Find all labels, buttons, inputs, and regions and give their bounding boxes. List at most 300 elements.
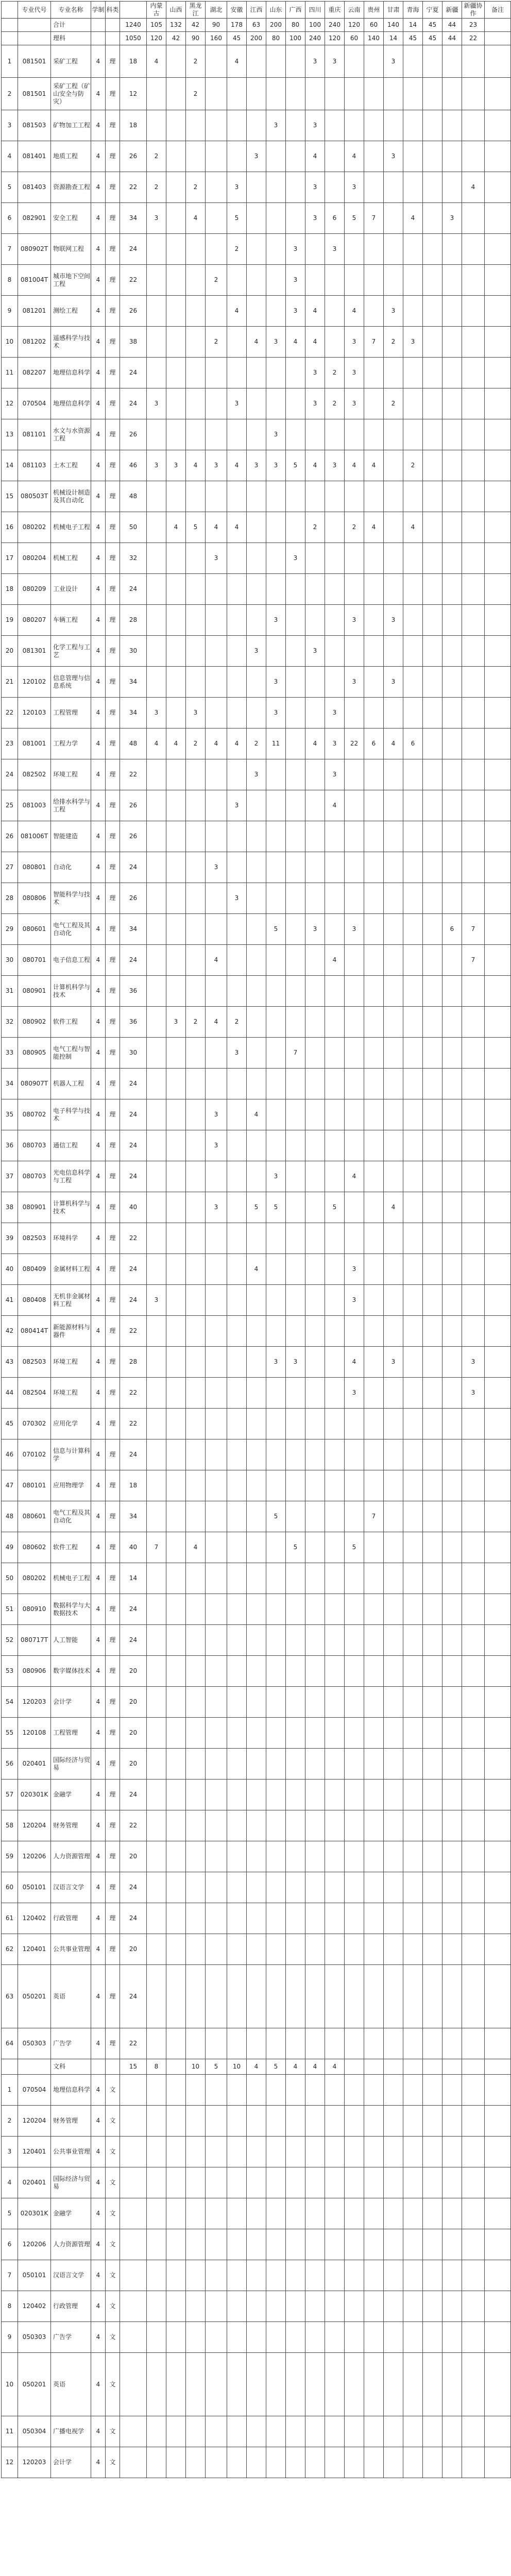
column-header: 江西 xyxy=(247,2,266,19)
major-code: 082207 xyxy=(18,358,51,388)
quota-cell: 14 xyxy=(120,1563,147,1594)
quota-cell xyxy=(247,1409,266,1439)
quota-cell xyxy=(325,976,345,1007)
quota-cell xyxy=(166,543,186,574)
quota-cell xyxy=(384,2106,403,2137)
row-number: 63 xyxy=(2,1965,18,2028)
quota-cell xyxy=(325,1532,345,1563)
major-code: 081503 xyxy=(18,110,51,141)
quota-cell: 3 xyxy=(384,296,403,327)
quota-cell xyxy=(384,1563,403,1594)
major-name: 会计学 xyxy=(51,1687,91,1718)
quota-cell: 38 xyxy=(120,327,147,358)
quota-cell xyxy=(305,1780,325,1810)
quota-cell xyxy=(423,2353,442,2416)
major-name: 采矿工程（矿山安全与防灾） xyxy=(51,78,91,110)
quota-cell xyxy=(186,1223,206,1254)
quota-cell xyxy=(227,1409,247,1439)
quota-cell xyxy=(286,945,305,976)
quota-cell xyxy=(247,1656,266,1687)
quota-cell xyxy=(120,2198,147,2229)
row-number: 54 xyxy=(2,1687,18,1718)
quota-cell xyxy=(266,945,286,976)
table-row xyxy=(2,1563,511,1594)
quota-cell xyxy=(423,698,442,728)
quota-cell xyxy=(442,2028,462,2059)
quota-cell xyxy=(247,1439,266,1470)
quota-cell xyxy=(403,698,423,728)
quota-cell xyxy=(166,2291,186,2322)
table-row xyxy=(2,945,511,976)
quota-cell xyxy=(266,1780,286,1810)
row-number: 7 xyxy=(2,2260,18,2291)
quota-cell: 3 xyxy=(305,110,325,141)
quota-cell xyxy=(247,2416,266,2447)
quota-cell xyxy=(442,2106,462,2137)
quota-cell xyxy=(423,1718,442,1749)
quota-cell xyxy=(462,296,485,327)
quota-cell xyxy=(247,667,266,698)
quota-cell xyxy=(384,1161,403,1192)
quota-cell xyxy=(147,883,166,914)
quota-cell xyxy=(286,2416,305,2447)
quota-cell xyxy=(266,759,286,790)
quota-cell xyxy=(305,1099,325,1130)
quota-cell xyxy=(247,1872,266,1903)
row-number: 51 xyxy=(2,1594,18,1625)
quota-cell xyxy=(247,605,266,636)
category: 理 xyxy=(106,327,120,358)
category: 理 xyxy=(106,234,120,265)
quota-cell: 3 xyxy=(286,1347,305,1378)
quota-cell xyxy=(147,78,166,110)
column-header: 重庆 xyxy=(325,2,345,19)
quota-cell xyxy=(384,2291,403,2322)
quota-cell xyxy=(266,976,286,1007)
quota-cell xyxy=(206,667,227,698)
quota-cell: 3 xyxy=(147,698,166,728)
quota-cell xyxy=(120,2447,147,2478)
quota-cell xyxy=(147,1254,166,1285)
table-row xyxy=(2,1501,511,1532)
quota-cell xyxy=(345,1316,364,1347)
quota-cell xyxy=(147,1934,166,1965)
quota-cell xyxy=(305,1285,325,1316)
quota-cell xyxy=(345,2260,364,2291)
quota-cell xyxy=(462,759,485,790)
quota-cell xyxy=(147,759,166,790)
quota-cell xyxy=(442,2291,462,2322)
quota-cell: 5 xyxy=(266,1501,286,1532)
quota-cell: 4 xyxy=(247,2059,266,2075)
quota-cell xyxy=(247,945,266,976)
table-row xyxy=(2,1254,511,1285)
quota-cell xyxy=(266,265,286,296)
quota-cell: 48 xyxy=(120,728,147,759)
quota-cell: 60 xyxy=(364,19,384,32)
quota-cell: 3 xyxy=(384,605,403,636)
major-code: 080409 xyxy=(18,1254,51,1285)
row-number: 57 xyxy=(2,1780,18,1810)
quota-cell xyxy=(442,419,462,450)
quota-cell xyxy=(384,234,403,265)
quota-cell: 24 xyxy=(120,1099,147,1130)
quota-cell xyxy=(305,1347,325,1378)
quota-cell xyxy=(227,1563,247,1594)
quota-cell xyxy=(186,1903,206,1934)
quota-cell xyxy=(166,1625,186,1656)
row-number: 59 xyxy=(2,1841,18,1872)
quota-cell xyxy=(266,2137,286,2167)
quota-cell xyxy=(462,1470,485,1501)
quota-cell xyxy=(147,1841,166,1872)
row-number: 50 xyxy=(2,1563,18,1594)
quota-cell xyxy=(286,78,305,110)
quota-cell xyxy=(227,821,247,852)
quota-cell xyxy=(403,2198,423,2229)
quota-cell xyxy=(227,1594,247,1625)
quota-cell xyxy=(403,2229,423,2260)
quota-cell xyxy=(186,1099,206,1130)
quota-cell xyxy=(364,296,384,327)
quota-cell xyxy=(186,1563,206,1594)
quota-cell xyxy=(206,1903,227,1934)
quota-cell xyxy=(247,388,266,419)
quota-cell xyxy=(364,914,384,945)
quota-cell xyxy=(266,1749,286,1780)
quota-cell xyxy=(364,543,384,574)
major-code: 080901 xyxy=(18,1192,51,1223)
quota-cell xyxy=(423,78,442,110)
category: 理 xyxy=(106,1316,120,1347)
major-code: 020301K xyxy=(18,1780,51,1810)
quota-cell: 3 xyxy=(345,667,364,698)
quota-cell xyxy=(384,419,403,450)
quota-cell xyxy=(364,172,384,203)
quota-cell xyxy=(286,141,305,172)
quota-cell xyxy=(325,543,345,574)
quota-cell xyxy=(305,2167,325,2198)
quota-cell xyxy=(186,2353,206,2416)
quota-cell xyxy=(166,203,186,234)
table-row xyxy=(2,141,511,172)
quota-cell xyxy=(247,1501,266,1532)
quota-cell xyxy=(147,543,166,574)
years: 4 xyxy=(91,1254,106,1285)
years: 4 xyxy=(91,172,106,203)
quota-cell: 4 xyxy=(325,945,345,976)
table-row xyxy=(2,1687,511,1718)
quota-cell xyxy=(462,1532,485,1563)
quota-cell xyxy=(266,1625,286,1656)
quota-cell xyxy=(206,2028,227,2059)
quota-cell: 3 xyxy=(266,1347,286,1378)
quota-cell xyxy=(266,1718,286,1749)
quota-cell xyxy=(227,2229,247,2260)
quota-cell: 3 xyxy=(345,1254,364,1285)
quota-cell xyxy=(227,419,247,450)
quota-cell xyxy=(186,1656,206,1687)
years: 4 xyxy=(91,450,106,481)
category: 理 xyxy=(106,1718,120,1749)
quota-cell xyxy=(247,1810,266,1841)
quota-cell xyxy=(186,2075,206,2106)
quota-cell xyxy=(462,698,485,728)
quota-cell xyxy=(206,605,227,636)
category: 理 xyxy=(106,1378,120,1409)
quota-cell xyxy=(227,574,247,605)
quota-cell xyxy=(120,2291,147,2322)
years: 4 xyxy=(91,419,106,450)
quota-cell xyxy=(206,574,227,605)
quota-cell xyxy=(286,821,305,852)
category: 理 xyxy=(106,1130,120,1161)
quota-cell xyxy=(462,1223,485,1254)
quota-cell: 22 xyxy=(345,728,364,759)
quota-cell xyxy=(462,790,485,821)
table-row xyxy=(2,234,511,265)
table-row xyxy=(2,1192,511,1223)
years: 4 xyxy=(91,1656,106,1687)
quota-cell: 3 xyxy=(206,1130,227,1161)
quota-cell xyxy=(120,2260,147,2291)
years: 4 xyxy=(91,2075,106,2106)
years: 4 xyxy=(91,1192,106,1223)
quota-cell xyxy=(384,1316,403,1347)
quota-cell xyxy=(442,574,462,605)
quota-cell xyxy=(325,1656,345,1687)
quota-cell xyxy=(286,1501,305,1532)
quota-cell xyxy=(286,2260,305,2291)
quota-cell xyxy=(403,2028,423,2059)
quota-cell xyxy=(266,234,286,265)
quota-cell xyxy=(384,1749,403,1780)
quota-cell: 24 xyxy=(120,1625,147,1656)
quota-cell xyxy=(345,1192,364,1223)
quota-cell xyxy=(462,450,485,481)
major-name: 公共事业管理 xyxy=(51,1934,91,1965)
quota-cell xyxy=(485,883,511,914)
quota-cell: 4 xyxy=(227,728,247,759)
table-row xyxy=(2,2198,511,2229)
quota-cell xyxy=(442,759,462,790)
quota-cell xyxy=(485,1965,511,2028)
quota-cell xyxy=(462,2198,485,2229)
quota-cell xyxy=(305,883,325,914)
quota-cell xyxy=(364,1780,384,1810)
category: 理 xyxy=(106,172,120,203)
years: 4 xyxy=(91,1965,106,2028)
quota-cell xyxy=(485,1439,511,1470)
quota-cell xyxy=(345,2198,364,2229)
quota-cell xyxy=(462,2416,485,2447)
quota-cell xyxy=(462,1625,485,1656)
major-name: 金融学 xyxy=(51,1780,91,1810)
quota-cell xyxy=(227,1718,247,1749)
quota-cell xyxy=(166,2260,186,2291)
quota-cell xyxy=(423,110,442,141)
quota-cell xyxy=(305,2028,325,2059)
quota-cell xyxy=(364,358,384,388)
quota-cell: 3 xyxy=(247,636,266,667)
quota-cell xyxy=(423,481,442,512)
quota-cell xyxy=(305,667,325,698)
major-name: 矿物加工工程 xyxy=(51,110,91,141)
quota-cell xyxy=(147,234,166,265)
quota-cell xyxy=(403,636,423,667)
table-row xyxy=(2,1810,511,1841)
quota-cell xyxy=(485,1007,511,1038)
quota-cell: 4 xyxy=(147,728,166,759)
quota-cell xyxy=(345,1903,364,1934)
years xyxy=(91,32,106,45)
major-code: 020301K xyxy=(18,2198,51,2229)
quota-cell: 23 xyxy=(462,19,485,32)
quota-cell xyxy=(403,419,423,450)
quota-cell xyxy=(305,265,325,296)
quota-cell xyxy=(364,481,384,512)
quota-cell: 45 xyxy=(403,32,423,45)
years: 4 xyxy=(91,1409,106,1439)
quota-cell: 2 xyxy=(305,512,325,543)
major-name: 工业设计 xyxy=(51,574,91,605)
major-code: 020401 xyxy=(18,1749,51,1780)
quota-cell xyxy=(286,1841,305,1872)
quota-cell: 22 xyxy=(120,172,147,203)
quota-cell: 20 xyxy=(120,1934,147,1965)
quota-cell xyxy=(345,1594,364,1625)
quota-cell xyxy=(286,358,305,388)
quota-cell: 24 xyxy=(120,388,147,419)
quota-cell xyxy=(485,1223,511,1254)
years: 4 xyxy=(91,2137,106,2167)
quota-cell xyxy=(166,1656,186,1687)
quota-cell xyxy=(227,1069,247,1099)
quota-cell xyxy=(147,2416,166,2447)
quota-cell xyxy=(384,1718,403,1749)
quota-cell xyxy=(166,110,186,141)
quota-cell xyxy=(423,172,442,203)
quota-cell xyxy=(286,1903,305,1934)
quota-cell xyxy=(442,296,462,327)
quota-cell xyxy=(442,265,462,296)
major-code: 050101 xyxy=(18,2260,51,2291)
quota-cell xyxy=(305,1903,325,1934)
quota-cell xyxy=(403,1749,423,1780)
quota-cell xyxy=(462,1903,485,1934)
quota-cell xyxy=(485,2167,511,2198)
quota-cell xyxy=(384,1532,403,1563)
quota-cell xyxy=(462,543,485,574)
quota-cell: 20 xyxy=(120,1841,147,1872)
major-name: 电气工程及其自动化 xyxy=(51,1501,91,1532)
quota-cell xyxy=(462,2260,485,2291)
years: 4 xyxy=(91,2167,106,2198)
quota-cell xyxy=(364,821,384,852)
quota-cell xyxy=(206,141,227,172)
row-number: 12 xyxy=(2,388,18,419)
quota-cell: 4 xyxy=(247,327,266,358)
quota-cell xyxy=(266,1594,286,1625)
quota-cell xyxy=(147,1810,166,1841)
category: 理 xyxy=(106,1470,120,1501)
quota-cell: 5 xyxy=(266,914,286,945)
quota-cell xyxy=(305,1594,325,1625)
quota-cell xyxy=(423,605,442,636)
quota-cell xyxy=(364,2447,384,2478)
quota-cell xyxy=(384,636,403,667)
quota-cell xyxy=(186,883,206,914)
quota-cell xyxy=(485,141,511,172)
quota-cell xyxy=(166,1130,186,1161)
years: 4 xyxy=(91,2106,106,2137)
quota-cell xyxy=(423,1409,442,1439)
quota-cell xyxy=(364,1749,384,1780)
category: 理 xyxy=(106,1625,120,1656)
quota-cell xyxy=(186,1718,206,1749)
quota-cell xyxy=(423,2075,442,2106)
quota-cell xyxy=(384,1285,403,1316)
quota-cell xyxy=(305,1378,325,1409)
quota-cell xyxy=(423,790,442,821)
quota-cell xyxy=(462,265,485,296)
quota-cell xyxy=(364,1316,384,1347)
quota-cell: 4 xyxy=(166,512,186,543)
quota-cell xyxy=(206,1347,227,1378)
quota-cell xyxy=(485,1934,511,1965)
quota-cell xyxy=(442,512,462,543)
quota-cell: 4 xyxy=(286,2059,305,2075)
category: 理 xyxy=(106,698,120,728)
quota-cell xyxy=(462,1872,485,1903)
quota-cell xyxy=(384,1872,403,1903)
quota-cell xyxy=(286,1130,305,1161)
quota-cell: 4 xyxy=(286,327,305,358)
row-number: 5 xyxy=(2,2198,18,2229)
quota-cell xyxy=(247,1903,266,1934)
years: 4 xyxy=(91,728,106,759)
quota-cell xyxy=(305,2075,325,2106)
quota-cell xyxy=(345,1501,364,1532)
quota-cell: 200 xyxy=(266,19,286,32)
quota-cell: 7 xyxy=(147,1532,166,1563)
quota-cell xyxy=(364,1439,384,1470)
major-code: 081004T xyxy=(18,265,51,296)
quota-cell xyxy=(442,2075,462,2106)
quota-cell xyxy=(166,1439,186,1470)
quota-cell xyxy=(485,327,511,358)
category: 文 xyxy=(106,2353,120,2416)
quota-cell: 4 xyxy=(206,728,227,759)
quota-cell xyxy=(345,2028,364,2059)
quota-cell xyxy=(442,110,462,141)
quota-cell xyxy=(206,698,227,728)
major-code: 080101 xyxy=(18,1470,51,1501)
quota-cell xyxy=(325,481,345,512)
quota-cell: 2 xyxy=(227,1007,247,1038)
quota-cell xyxy=(403,2167,423,2198)
quota-cell xyxy=(227,1192,247,1223)
quota-cell: 3 xyxy=(345,1378,364,1409)
quota-cell xyxy=(147,265,166,296)
quota-cell xyxy=(403,1069,423,1099)
major-code: 080701 xyxy=(18,945,51,976)
quota-cell xyxy=(147,2106,166,2137)
major-name: 无机非金属材料工程 xyxy=(51,1285,91,1316)
quota-cell xyxy=(247,1378,266,1409)
quota-cell xyxy=(186,419,206,450)
major-name: 采矿工程 xyxy=(51,45,91,78)
